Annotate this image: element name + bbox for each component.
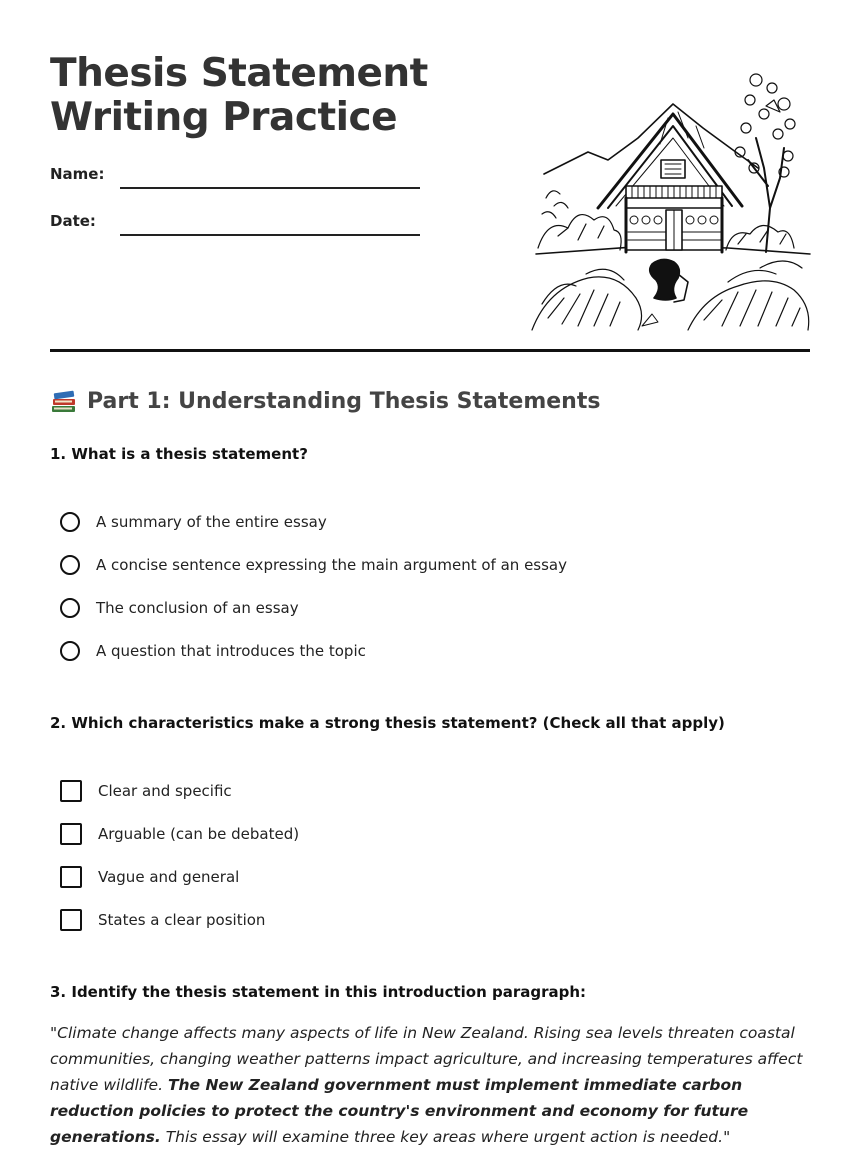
option-label: Vague and general: [98, 868, 240, 886]
question-3: 3. Identify the thesis statement in this introduction paragraph:: [50, 983, 587, 1001]
option-label: Arguable (can be debated): [98, 825, 300, 843]
q2-option-2[interactable]: [60, 821, 299, 847]
part1-title: [50, 388, 600, 414]
title-line-2: Writing Practice: [50, 95, 398, 140]
date-field-line[interactable]: [120, 234, 420, 236]
checkbox[interactable]: [60, 866, 82, 888]
paragraph-end: This essay will examine three key areas where urgent action is needed.": [160, 1128, 731, 1146]
radio-button[interactable]: [60, 641, 80, 661]
radio-button[interactable]: [60, 512, 80, 532]
checkbox[interactable]: [60, 780, 82, 802]
q1-option-1[interactable]: [60, 509, 327, 535]
checkbox[interactable]: [60, 823, 82, 845]
q2-option-3[interactable]: [60, 864, 239, 890]
option-label: A summary of the entire essay: [96, 513, 327, 531]
option-label: A question that introduces the topic: [96, 642, 366, 660]
q2-option-4[interactable]: [60, 907, 265, 933]
q1-option-4[interactable]: [60, 638, 366, 664]
q1-option-2[interactable]: [60, 552, 567, 578]
page-title: [50, 52, 428, 140]
date-label: Date:: [50, 212, 96, 230]
question-1: 1. What is a thesis statement?: [50, 445, 308, 463]
wharenui-meeting-house-illustration: [528, 68, 812, 332]
option-label: States a clear position: [98, 911, 266, 929]
title-line-1: Thesis Statement: [50, 51, 428, 96]
question-2: 2. Which characteristics make a strong thesis statement? (Check all that apply): [50, 714, 725, 732]
books-icon: [50, 388, 77, 414]
q2-option-1[interactable]: [60, 778, 232, 804]
introduction-paragraph: [50, 1020, 810, 1150]
checkbox[interactable]: [60, 909, 82, 931]
name-field-line[interactable]: [120, 187, 420, 189]
part1-title-text: Part 1: Understanding Thesis Statements: [87, 388, 601, 414]
paragraph-start: "Climate change affects many aspects of life in New Zealand. Rising sea levels threaten coastal communities, changing weather patterns impact agriculture, and increasing temperatures affect native wildlife.: [50, 1024, 803, 1094]
thesis-sentence[interactable]: The New Zealand government must implement immediate carbon reduction policies to protect the country's environment and economy for future generations.: [50, 1076, 749, 1146]
option-label: The conclusion of an essay: [96, 599, 299, 617]
radio-button[interactable]: [60, 598, 80, 618]
q1-option-3[interactable]: [60, 595, 299, 621]
header-divider: [50, 349, 810, 352]
name-label: Name:: [50, 165, 105, 183]
option-label: A concise sentence expressing the main argument of an essay: [96, 556, 567, 574]
option-label: Clear and specific: [98, 782, 232, 800]
radio-button[interactable]: [60, 555, 80, 575]
